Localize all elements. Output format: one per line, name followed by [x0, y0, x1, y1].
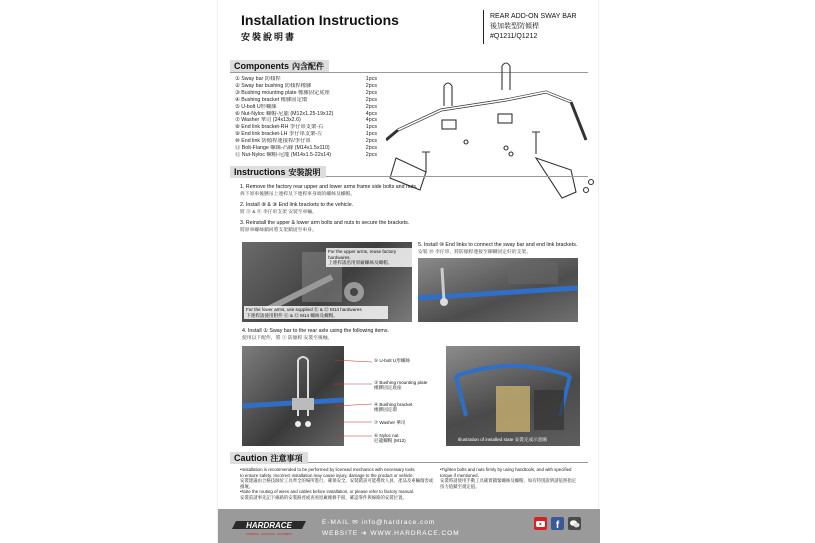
photo-sway-bar-mount — [242, 346, 344, 446]
step-5 — [418, 242, 596, 256]
contact-info — [322, 517, 460, 539]
step-2-text-cn: 將 ⑧ & ⑨ 李仔串支架 安裝至車輛。 — [240, 210, 318, 215]
svg-text:HARDRACE: HARDRACE — [246, 521, 292, 530]
components-heading — [230, 60, 329, 72]
list-item: ⑪ Bolt-Flange 螺絲-凸緣 (M14x1.5x110) 2pcs — [235, 145, 377, 152]
product-name-cn: 後加裝型防傾桿 — [490, 23, 539, 30]
caution-heading-en: Caution — [234, 453, 268, 463]
website-line: WEBSITE ➜ WWW.HARDRACE.COM — [322, 530, 460, 537]
step-1-text-cn: 拆下原車後懸吊上連桿及下連桿車身端的螺絲及螺帽。 — [240, 192, 356, 197]
step-5-text-cn: 安裝 ⑩ 李仔串，將防傾桿連接至剛剛固定好的支架。 — [418, 250, 531, 255]
list-item: ⑧ End link bracket-RH 李仔串支架-右 1pcs — [235, 124, 377, 131]
page-title-cn: 安裝說明書 — [241, 32, 297, 42]
step-3-text: 3. Reinstall the upper & lower arm bolts and nuts to secure the brackets. — [240, 220, 410, 226]
step-3-text-cn: 將原車螺絲鎖回將支架鎖固至車身。 — [240, 228, 317, 233]
hardrace-logo-mark — [232, 515, 310, 537]
step-2-text: 2. Install ⑧ & ⑨ End link brackets to the vehicle. — [240, 202, 354, 208]
header-divider — [483, 10, 484, 44]
callout-washer: ⑦ Washer 華司 — [374, 420, 406, 425]
product-code: #Q1211/Q1212 — [490, 33, 538, 40]
product-info — [490, 12, 577, 42]
end-link-illustration — [418, 258, 578, 322]
list-item: ① Sway bar 防傾桿 1pcs — [235, 76, 377, 82]
photo-arm-hardware — [242, 242, 412, 322]
instructions-heading-en: Instructions — [234, 167, 286, 177]
upper-arm-note: For the upper arms, reuse factory hardwares. 上連桿請沿用原廠螺絲及螺帽。 — [326, 248, 412, 267]
installed-state-caption: Illustration of installed state 安裝完成示意圖 — [458, 437, 547, 442]
step-2 — [240, 202, 460, 216]
callout-u-bolt: ⑤ U-bolt U形螺絲 — [374, 358, 411, 363]
components-heading-en: Components — [234, 61, 289, 71]
list-item: ⑫ Nut-Nyloc 螺帽-尼龍 (M14x1.5-22x14) 2pcs — [235, 151, 377, 158]
instructions-heading — [230, 166, 326, 178]
list-item: ⑩ End link 防傾桿連接桿/李仔串 2pcs — [235, 138, 377, 145]
list-item: ④ Bushing bracket 橡膠固定環 2pcs — [235, 96, 377, 103]
email-line: E-MAIL ✉ info@hardrace.com — [322, 519, 436, 526]
step-1 — [240, 184, 460, 198]
components-heading-cn: 內含配件 — [292, 62, 324, 71]
caution-right: •Tighten bolts and nuts firmly by using handtools, and with specified torque if mentioned. 安裝時請使用手動工具確實鎖緊螺絲及螺帽，如有特別說明請依照指定 扭力值鎖至規定值。 — [440, 467, 577, 489]
page-title: Installation Instructions — [241, 12, 399, 28]
list-item: ③ Bushing mounting plate 橡膠固定底座 2pcs — [235, 89, 377, 96]
callout-nyloc-nut: ⑥ Nyloc nut 尼龍螺帽 (M12) — [374, 433, 406, 444]
list-item: ⑤ U-bolt U形螺絲 2pcs — [235, 103, 377, 110]
installed-state-illustration — [446, 346, 580, 446]
hardrace-logo — [232, 515, 310, 537]
instructions-heading-cn: 安裝說明 — [288, 168, 321, 177]
product-name: REAR ADD-ON SWAY BAR — [490, 13, 577, 20]
callout-mounting-plate: ③ Bushing mounting plate 橡膠固定底座 — [374, 380, 428, 391]
lower-arm-note: For the lower arms, use supplied ⑪ & ⑫ M14 hardwares 下連桿請使用附件 ⑪ & ⑫ M14 螺絲及螺帽。 — [244, 306, 388, 319]
list-item: ② Sway bar bushing 防傾桿橡膠 2pcs — [235, 82, 377, 89]
callout-bushing-bracket: ④ Bushing bracket 橡膠固定環 — [374, 402, 413, 413]
footer — [218, 509, 600, 543]
email-link[interactable]: info@hardrace.com — [361, 519, 436, 526]
callout-lines — [334, 350, 374, 450]
wechat-icon[interactable] — [568, 517, 581, 530]
svg-text:STEERING · HANDLING · ALIGNMEN: STEERING · HANDLING · ALIGNMENT — [245, 533, 293, 536]
header — [218, 0, 600, 52]
step-4-text: 4. Install ① Sway bar to the rear axle using the following items. — [242, 328, 389, 334]
step-1-text: 1. Remove the factory rear upper and lower arms frame side bolts and nuts. — [240, 184, 418, 190]
photo-installed-state — [446, 346, 580, 446]
components-list — [235, 76, 377, 159]
step-4 — [242, 328, 442, 342]
instruction-sheet — [217, 0, 599, 543]
step-5-text: 5. Install ⑩ End links to connect the sway bar and end link brackets. — [418, 242, 578, 248]
youtube-icon[interactable] — [534, 517, 547, 530]
caution-heading-cn: 注意事項 — [270, 454, 303, 463]
svg-text:f: f — [555, 520, 560, 530]
list-item: ⑥ Nut-Nyloc 螺帽-尼龍 (M12x1.25-19x12) 4pcs — [235, 110, 377, 117]
step-4-text-cn: 使用以下配件，將 ① 防傾桿 安裝至後軸。 — [242, 336, 333, 341]
website-link[interactable]: WWW.HARDRACE.COM — [370, 530, 460, 537]
facebook-icon[interactable] — [551, 517, 564, 530]
caution-left: •Installation is recommended to be performed by licensed mechanics with necessary tools to ensure safety. Incorrect installation may cause injury, damage to the product or vehicle. 安裝建議由合格技師於工具齊全的場所進行，確保安全。安裝錯誤可能導致人員、產品及車輛傷害或損壞。 •Note the routing of wires and cables before installation, or please refer to factory manual. 安裝前請事先記下線路的安裝路徑或查看原廠維修手冊，確認零件與線路的安裝位置。 — [240, 467, 434, 500]
list-item: ⑦ Washer 華司 (24x13x2.6) 4pcs — [235, 117, 377, 124]
sway-bar-mount-illustration — [242, 346, 344, 446]
step-3 — [240, 220, 460, 234]
list-item: ⑨ End link bracket-LH 李仔串支架-左 1pcs — [235, 131, 377, 138]
photo-end-link — [418, 258, 578, 322]
caution-heading — [230, 452, 308, 464]
